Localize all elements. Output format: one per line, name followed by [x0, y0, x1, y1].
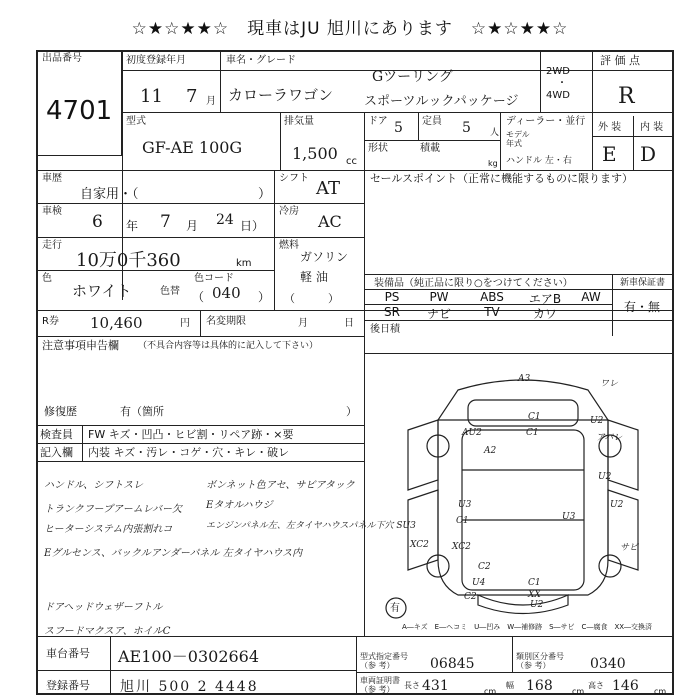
regno-label: 登録番号 [46, 679, 90, 692]
damage-mark: ワレ [600, 379, 619, 389]
notes-label: 注意事項申告欄 [42, 339, 119, 352]
damage-mark: A2 [484, 446, 497, 456]
repair-label: 修復歴 [44, 405, 77, 418]
repair-value: 有（箇所 [120, 405, 164, 418]
wid-unit: cm [572, 687, 585, 696]
equip-label: 装備品（純正品に限り○をつけてください） [374, 278, 573, 289]
inspect-year-unit: 年 [126, 219, 139, 233]
eval-int-label: 内 装 [640, 122, 664, 133]
damage-mark: U2 [598, 472, 612, 482]
inspect-month: 7 [160, 212, 171, 232]
equipment-item: ナビ [426, 307, 451, 321]
chassis-value: AE100－0302664 [118, 647, 260, 666]
eval-ext: E [602, 142, 617, 166]
inspect-month-unit: 月 [186, 219, 199, 233]
inspect-day-unit: 日） [240, 219, 265, 233]
cap-value: 5 [462, 120, 471, 136]
handle-label: ハンドル 左・右 [506, 156, 572, 166]
load-unit: kg [488, 159, 498, 168]
damage-mark: C1 [526, 428, 539, 438]
inspector-row2: 内装 キズ・汚レ・コゲ・穴・キレ・破レ [88, 446, 290, 459]
mileage-label: 走行 [42, 240, 62, 251]
remark-4: Eグルセンス、バックルアンダーパネル 左タイヤハウス内 [44, 548, 303, 559]
banner: ☆★☆★★☆ 現車はJU 旭川にあります ☆★☆★★☆ [131, 19, 569, 39]
car-label: 車名・グレード [226, 55, 296, 66]
hei-unit: cm [654, 687, 667, 696]
color-code-label: 色コード [194, 273, 234, 284]
damage-mark: C1 [528, 412, 541, 422]
model-label: 型式 [126, 116, 146, 127]
notes-sub: （不具合内容等は具体的に記入して下さい） [138, 341, 319, 351]
transfer-day: 日 [344, 318, 354, 329]
damage-mark: アバレ [596, 433, 623, 443]
damage-mark: XX [528, 590, 541, 600]
wid-label: 幅 [506, 681, 514, 690]
cap-label: 定員 [422, 116, 442, 127]
chassis-label: 車台番号 [46, 647, 90, 660]
dealer-label: ディーラー・並行 [506, 116, 586, 127]
remark-1: ハンドル、シフトスレ [44, 480, 144, 491]
damage-mark: C2 [478, 562, 491, 572]
ac-label: 冷房 [279, 206, 299, 217]
shape-label: 形状 [368, 143, 388, 154]
history-label: 車歴 [42, 173, 62, 184]
remark-2: トランクフープアームレバー欠 [44, 504, 182, 515]
damage-mark: XC2 [410, 540, 429, 550]
equipment-item: PW [429, 290, 449, 304]
cap-unit: 人 [490, 128, 500, 138]
damage-mark: XC2 [452, 542, 471, 552]
reg-label: 初度登録年月 [126, 55, 186, 66]
wid-value: 168 [526, 678, 553, 694]
transfer-month: 月 [298, 318, 308, 329]
eval-int: D [640, 142, 657, 166]
type-no-label: 型式指定番号 （参 考） [360, 652, 408, 670]
repair-close: ） [346, 405, 357, 418]
remark-3: ヒーターシステム内張割れコ [44, 524, 173, 535]
damage-mark: U3 [562, 512, 576, 522]
inspect-day: 24 [216, 212, 234, 228]
doors-label: ドア [368, 116, 388, 127]
damage-mark: U2 [610, 500, 624, 510]
type-no: 06845 [430, 656, 475, 672]
sales-label: セールスポイント（正常に機能するものに限ります） [370, 172, 634, 185]
fuel-label: 燃料 [279, 240, 299, 251]
warranty-label: 新車保証書 [620, 278, 666, 288]
equipment-item: エアB [528, 292, 562, 306]
regno-value: 旭川 500 2 4448 [120, 679, 259, 695]
shift-label: シフト [279, 173, 309, 184]
color-code-open: （ [192, 290, 205, 304]
equipment-item: TV [484, 305, 500, 319]
damage-mark: U2 [590, 416, 604, 426]
model-year-label: モデル 年式 [506, 130, 530, 148]
len-value: 431 [422, 678, 449, 694]
remark-7: エンジンパネル左、左タイヤハウスパネル下穴 SU3 [206, 521, 416, 531]
remark-5: ボンネット色アセ、サビアタック [206, 480, 355, 491]
len-unit: cm [484, 687, 497, 696]
lot-label: 出品番号 [42, 53, 82, 64]
damage-legend: A―キズ E―ヘコミ U―凹み W―補修跡 S―サビ C―腐食 XX―交換済 [402, 623, 653, 631]
model-value: GF-AE 100G [142, 138, 243, 157]
remark-6: Eタオルハウジ [206, 500, 273, 511]
eval-label: 評 価 点 [600, 54, 640, 67]
class-no-label: 類別区分番号 （参 考） [516, 652, 564, 670]
diagram-stamp: 有 [390, 603, 400, 614]
mileage-unit: km [236, 258, 252, 269]
recycle-value: 10,460 [90, 314, 143, 332]
equipment-item: SR [384, 305, 400, 319]
dim-label: 車両証明書 （参 考） [360, 676, 400, 694]
warranty-value: 有・無 [624, 300, 661, 314]
inspector-row1: FW キズ・凹凸・ヒビ割・リペア跡・×要 [88, 428, 294, 441]
disp-label: 排気量 [284, 116, 314, 127]
shift-value: AT [316, 178, 341, 199]
inspect-year: 6 [92, 212, 103, 232]
color-label: 色 [42, 273, 52, 284]
equipment-item: ABS [480, 290, 504, 304]
reg-month-unit: 月 [206, 96, 216, 107]
equipment-item: PS [384, 290, 400, 304]
history-value: 自家用・（ [80, 187, 139, 202]
hei-label: 高さ [588, 681, 604, 690]
damage-mark: C1 [528, 578, 541, 588]
transfer-label: 名変期限 [206, 316, 246, 327]
fuel-paren: （ ） [284, 292, 339, 305]
damage-mark: U4 [472, 578, 486, 588]
recycle-label: R券 [42, 316, 59, 327]
damage-mark: C1 [456, 516, 469, 526]
damage-mark: A3 [518, 374, 531, 384]
damage-mark: C2 [464, 592, 477, 602]
color-code-close: ） [258, 290, 271, 304]
drive-4wd: 4WD [546, 90, 570, 101]
car-name: カローラワゴン [228, 86, 334, 104]
fuel-diesel: 軽 油 [300, 270, 328, 284]
damage-mark: サビ [620, 543, 639, 553]
history-close: ） [258, 187, 272, 202]
ac-value: AC [318, 212, 342, 231]
equipment-item: カワ [532, 307, 557, 321]
fuel-gas: ガソリン [300, 250, 349, 264]
color-code: 040 [212, 284, 241, 302]
damage-diagram [378, 360, 668, 630]
equipment-item: AW [581, 290, 601, 304]
recycle-unit: 円 [180, 318, 190, 329]
damage-mark: AU2 [462, 428, 482, 438]
color-value: ホワイト [72, 282, 132, 300]
color-change-label: 色替 [160, 286, 180, 297]
drive-dot: ・ [557, 78, 567, 89]
disp-unit: cc [346, 156, 357, 167]
disp-value: 1,500 [292, 144, 338, 163]
eval-score: R [618, 84, 635, 109]
car-grade-2: スポーツルックパッケージ [364, 94, 519, 109]
load-label: 積載 [420, 143, 440, 154]
len-label: 長さ [404, 681, 420, 690]
mileage-value: 10万0千360 [76, 250, 181, 271]
inspect-label: 車検 [42, 206, 62, 217]
lot-number: 4701 [46, 96, 113, 126]
inspector-label: 検査員 [40, 428, 73, 441]
remark-8: ドアヘッドウェザーフトル [44, 602, 163, 613]
car-grade-1: Gツーリング [372, 69, 453, 85]
damage-mark: U2 [530, 600, 544, 610]
doors-value: 5 [394, 120, 403, 136]
inspector-label-2: 記入欄 [40, 446, 73, 459]
reg-year: 11 [140, 86, 163, 107]
reg-month: 7 [186, 86, 198, 107]
frame-label: 後日積 [370, 324, 400, 335]
drive-2wd: 2WD [546, 66, 570, 77]
eval-ext-label: 外 装 [598, 122, 622, 133]
hei-value: 146 [612, 678, 639, 694]
class-no: 0340 [590, 656, 626, 672]
remark-9: スフードマクスア、ホイルC [44, 626, 171, 637]
damage-mark: U3 [458, 500, 472, 510]
